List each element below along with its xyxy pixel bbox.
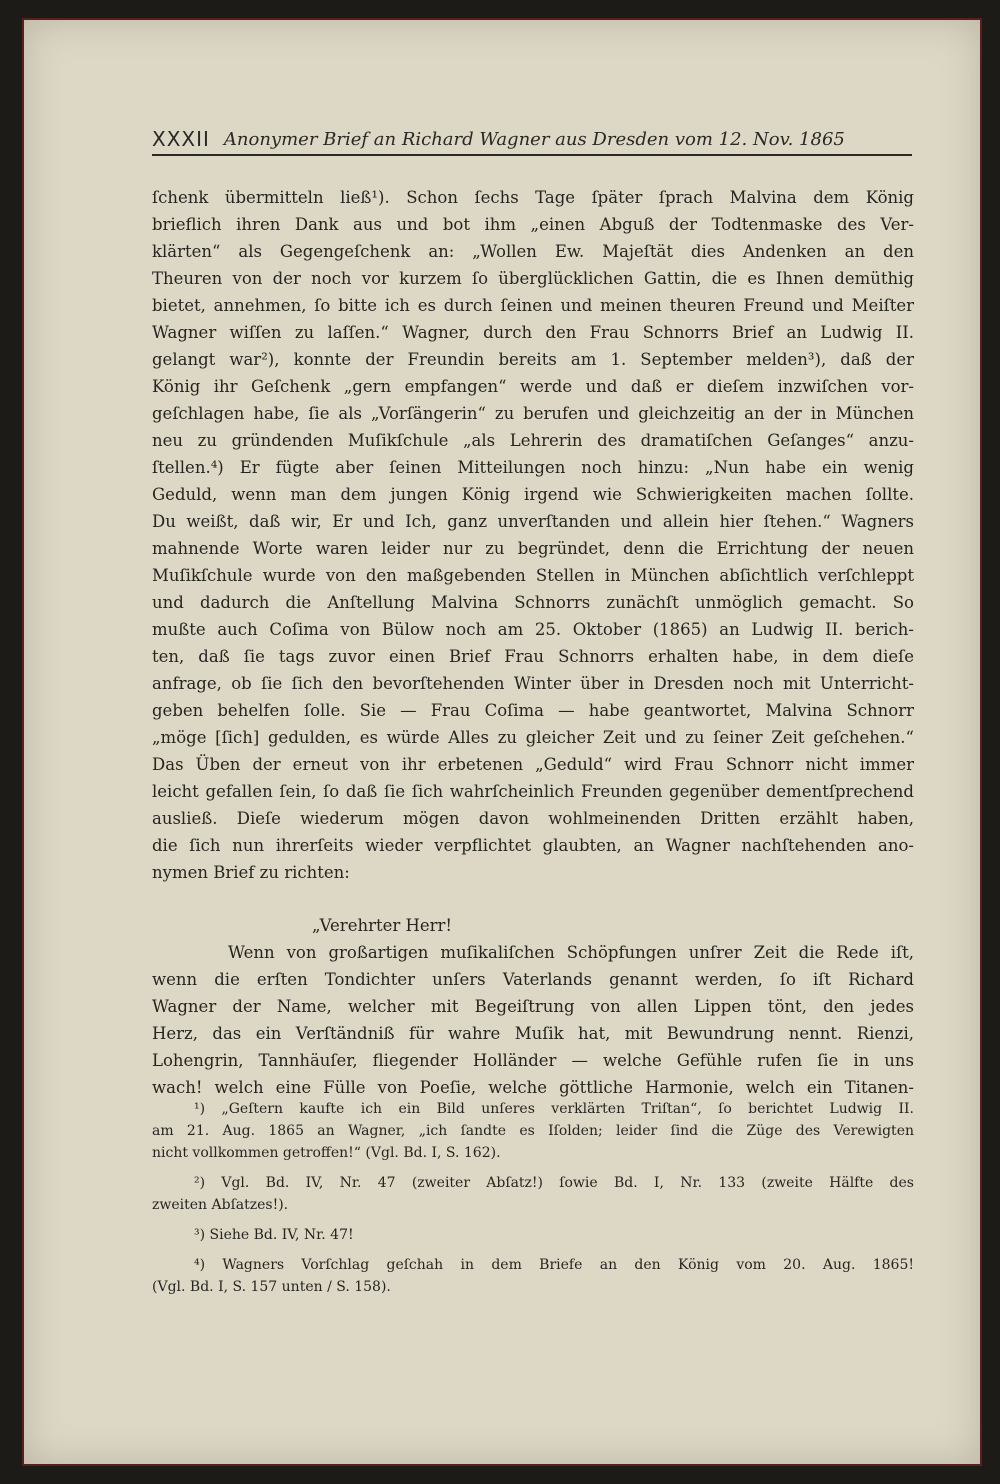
text-line: Du weißt, daß wir, Er und Ich, ganz unverſtanden und allein hier ſtehen.“ Wagners bbox=[152, 512, 914, 531]
text-line: mußte auch Coſima von Bülow noch am 25. Oktober (1865) an Ludwig II. berich- bbox=[152, 620, 914, 639]
footnote-3 bbox=[152, 1224, 914, 1246]
text-line: anfrage, ob ſie ſich den bevorſtehenden Winter über in Dresden noch mit Unterricht- bbox=[152, 674, 914, 693]
footnote-4 bbox=[152, 1254, 914, 1298]
text-line: leicht gefallen ſein, ſo daß ſie ſich wahrſcheinlich Freunden gegenüber dementſprechend bbox=[152, 782, 914, 801]
text-line: ausließ. Dieſe wiederum mögen davon wohlmeinenden Dritten erzählt haben, bbox=[152, 809, 914, 828]
paragraph-2 bbox=[152, 939, 914, 1101]
text-line: die ſich nun ihrerſeits wieder verpflichtet glaubten, an Wagner nachſtehenden ano- bbox=[152, 836, 914, 855]
text-line: Wenn von großartigen muſikaliſchen Schöpfungen unſrer Zeit die Rede iſt, bbox=[228, 943, 914, 962]
text-line: nymen Brief zu richten: bbox=[152, 863, 350, 882]
footnote-line: (Vgl. Bd. I, S. 157 unten / S. 158). bbox=[152, 1279, 391, 1295]
footnote-line: zweiten Abſatzes!). bbox=[152, 1197, 289, 1213]
text-line: neu zu gründenden Muſikſchule „als Lehrerin des dramatiſchen Geſanges“ anzu- bbox=[152, 431, 914, 450]
footnote-line: ¹) „Geſtern kaufte ich ein Bild unſeres verklärten Triſtan“, ſo berichtet Ludwig II. bbox=[194, 1101, 914, 1117]
footnote-line: ³) Siehe Bd. IV, Nr. 47! bbox=[194, 1227, 354, 1243]
footnote-2 bbox=[152, 1172, 914, 1216]
text-line: Herz, das ein Verſtändniß für wahre Muſik hat, mit Bewundrung nennt. Rienzi, bbox=[152, 1024, 914, 1043]
text-line: wach! welch eine Fülle von Poeſie, welche göttliche Harmonie, welch ein Titanen- bbox=[152, 1078, 914, 1097]
text-line: wenn die erſten Tondichter unſers Vaterlands genannt werden, ſo iſt Richard bbox=[152, 970, 914, 989]
running-header bbox=[152, 120, 912, 156]
footnote-line: ⁴) Wagners Vorſchlag geſchah in dem Briefe an den König vom 20. Aug. 1865! bbox=[194, 1257, 914, 1273]
main-text bbox=[152, 184, 914, 1101]
text-line: klärten“ als Gegengeſchenk an: „Wollen Ew. Majeſtät dies Andenken an den bbox=[152, 242, 914, 261]
running-title: Anonymer Brief an Richard Wagner aus Dresden vom 12. Nov. 1865 bbox=[223, 129, 845, 150]
text-line: Wagner wiſſen zu laſſen.“ Wagner, durch den Frau Schnorrs Brief an Ludwig II. bbox=[152, 323, 914, 342]
page-number: XXXII bbox=[152, 127, 210, 151]
footnote-line: nicht vollkommen getroffen!“ (Vgl. Bd. I, S. 162). bbox=[152, 1145, 501, 1161]
footnotes bbox=[152, 1098, 914, 1298]
text-line: Lohengrin, Tannhäuſer, fliegender Holländer — welche Gefühle rufen ſie in uns bbox=[152, 1051, 914, 1070]
letter-salutation: „Verehrter Herr! bbox=[312, 916, 453, 935]
text-line: mahnende Worte waren leider nur zu begründet, denn die Errichtung der neuen bbox=[152, 539, 914, 558]
text-line: Geduld, wenn man dem jungen König irgend wie Schwierigkeiten machen ſollte. bbox=[152, 485, 914, 504]
text-line: und dadurch die Anſtellung Malvina Schnorrs zunächſt unmöglich gemacht. So bbox=[152, 593, 914, 612]
text-line: bietet, annehmen, ſo bitte ich es durch ſeinen und meinen theuren Freund und Meiſter bbox=[152, 296, 914, 315]
text-line: ſtellen.⁴) Er fügte aber ſeinen Mitteilungen noch hinzu: „Nun habe ein wenig bbox=[152, 458, 914, 477]
footnote-line: ²) Vgl. Bd. IV, Nr. 47 (zweiter Abſatz!) ſowie Bd. I, Nr. 133 (zweite Hälfte des bbox=[194, 1175, 914, 1191]
text-line: Das Üben der erneut von ihr erbetenen „Geduld“ wird Frau Schnorr nicht immer bbox=[152, 755, 914, 774]
text-line: ten, daß ſie tags zuvor einen Brief Frau Schnorrs erhalten habe, in dem dieſe bbox=[152, 647, 914, 666]
text-line: König ihr Geſchenk „gern empfangen“ werde und daß er dieſem inzwiſchen vor- bbox=[152, 377, 914, 396]
text-line: Muſikſchule wurde von den maßgebenden Stellen in München abſichtlich verſchleppt bbox=[152, 566, 914, 585]
text-line: „möge [ſich] gedulden, es würde Alles zu gleicher Zeit und zu ſeiner Zeit geſchehen.“ bbox=[152, 728, 914, 747]
text-line: geſchlagen habe, ſie als „Vorſängerin“ zu berufen und gleichzeitig an der in München bbox=[152, 404, 914, 423]
footnote-1 bbox=[152, 1098, 914, 1164]
text-line: brieflich ihren Dank aus und bot ihm „einen Abguß der Todtenmaske des Ver- bbox=[152, 215, 914, 234]
paragraph-1 bbox=[152, 184, 914, 886]
text-line: Theuren von der noch vor kurzem ſo überglücklichen Gattin, die es Ihnen demüthig bbox=[152, 269, 914, 288]
text-line: gelangt war²), konnte der Freundin bereits am 1. September melden³), daß der bbox=[152, 350, 914, 369]
text-line: geben behelfen ſolle. Sie — Frau Coſima — habe geantwortet, Malvina Schnorr bbox=[152, 701, 914, 720]
text-line: ſchenk übermitteln ließ¹). Schon ſechs Tage ſpäter ſprach Malvina dem König bbox=[152, 188, 914, 207]
text-line: Wagner der Name, welcher mit Begeiſtrung von allen Lippen tönt, den jedes bbox=[152, 997, 914, 1016]
footnote-line: am 21. Aug. 1865 an Wagner, „ich ſandte es Iſolden; leider ſind die Züge des Verewigten bbox=[152, 1123, 914, 1139]
